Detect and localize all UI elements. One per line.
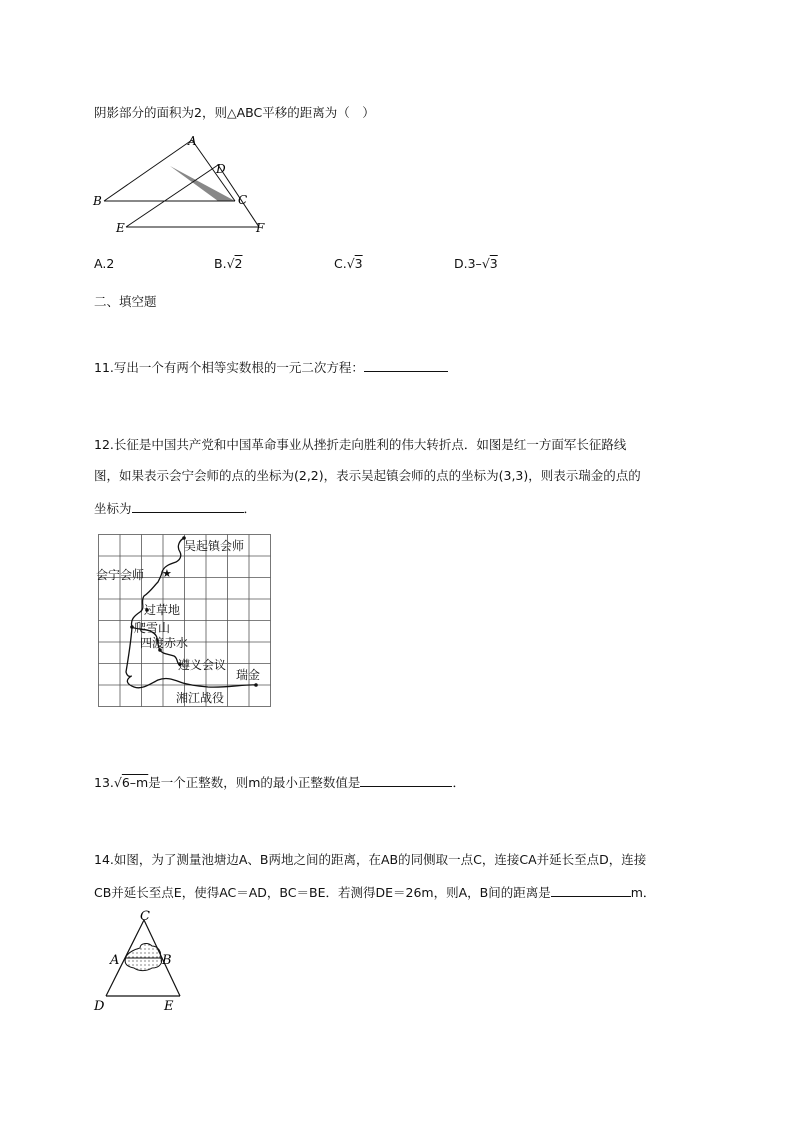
label-A: A xyxy=(110,953,120,968)
label-C: C xyxy=(238,193,248,207)
option-c[interactable]: C.√3 xyxy=(334,256,363,271)
label-caodi: 过草地 xyxy=(144,603,181,617)
label-ruijin: 瑞金 xyxy=(236,668,261,682)
q11: 11.写出一个有两个相等实数根的一元二次方程： xyxy=(94,357,448,376)
q10-stem: 阴影部分的面积为2，则△ABC平移的距离为（ ） xyxy=(94,105,375,120)
q12-answer-blank[interactable] xyxy=(132,498,244,513)
label-B: B xyxy=(93,194,102,208)
label-xueshan: 爬雪山 xyxy=(134,621,171,635)
q13: 13.√6–m是一个正整数，则m的最小正整数值是 ． xyxy=(94,772,465,791)
q13-answer-blank[interactable] xyxy=(360,772,452,787)
label-A: A xyxy=(188,134,197,148)
label-F: F xyxy=(256,221,265,235)
q14-answer-blank[interactable] xyxy=(551,882,631,897)
option-d[interactable]: D.3–√3 xyxy=(454,256,498,271)
q10-triangle-figure xyxy=(88,132,278,237)
label-B: B xyxy=(162,953,172,968)
star-icon: ★ xyxy=(162,567,172,580)
label-E: E xyxy=(164,999,174,1014)
label-xiangjiang: 湘江战役 xyxy=(176,691,225,705)
q12-line1: 12.长征是中国共产党和中国革命事业从挫折走向胜利的伟大转折点．如图是红一方面军长征路线 xyxy=(94,437,627,452)
q11-answer-blank[interactable] xyxy=(364,357,448,372)
label-chishui: 四渡赤水 xyxy=(140,636,189,650)
label-D: D xyxy=(94,999,105,1014)
label-zunyi: 遵义会议 xyxy=(178,658,227,672)
section-title: 二、填空题 xyxy=(94,294,157,309)
long-march-map xyxy=(96,532,276,710)
option-a[interactable]: A.2 xyxy=(94,256,115,271)
label-C: C xyxy=(140,909,150,924)
q14-line2: CB并延长至点E，使得AC＝AD，BC＝BE．若测得DE＝26m，则A，B间的距离是 m． xyxy=(94,882,655,901)
label-huining: 会宁会师 xyxy=(96,568,145,582)
label-E: E xyxy=(116,221,125,235)
pond-triangle-figure xyxy=(92,908,192,1016)
q14-line1: 14.如图，为了测量池塘边A、B两地之间的距离，在AB的同侧取一点C，连接CA并延长至点D，连接 xyxy=(94,852,647,867)
label-wuqi: 吴起镇会师 xyxy=(184,539,245,553)
option-b[interactable]: B.√2 xyxy=(214,256,243,271)
q12-line3: 坐标为 ． xyxy=(94,498,256,517)
label-D: D xyxy=(216,162,226,176)
q12-line2: 图，如果表示会宁会师的点的坐标为(2,2)，表示吴起镇会师的点的坐标为(3,3)，则表示瑞金的点的 xyxy=(94,468,641,483)
